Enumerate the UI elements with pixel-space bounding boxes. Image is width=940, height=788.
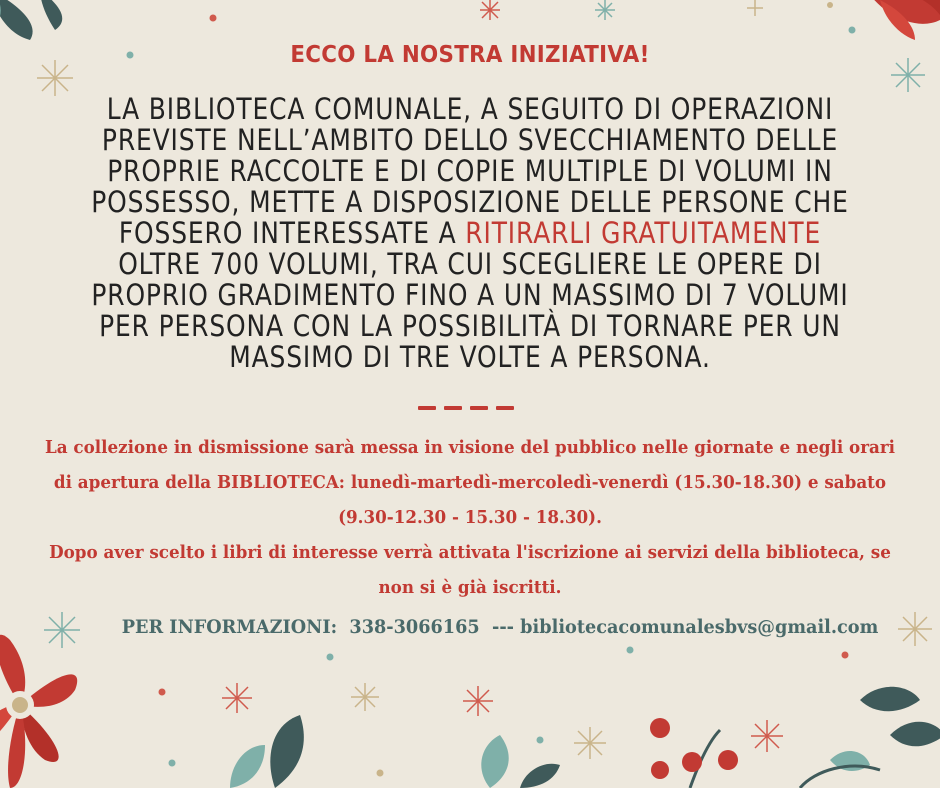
announcement-text <box>83 94 857 373</box>
dot-icon <box>849 27 856 34</box>
announcement-text-start: LA BIBLIOTECA COMUNALE, A SEGUITO DI OPERAZIONI PREVISTE NELL’AMBITO DELLO SVECCHIAMENTO DELLE PROPRIE RACCOLTE E DI COPIE MULTIPLE DI VOLUMI IN POSSESSO, METTE A DISPOSIZIONE DELLE PERSONE CHE FOSSERO INTERESSATE A <box>91 92 849 250</box>
snowflake-icon <box>44 612 80 648</box>
leaf-icon <box>0 0 62 40</box>
dot-icon <box>159 689 166 696</box>
announcement-text-end: OLTRE 700 VOLUMI, TRA CUI SCEGLIERE LE OPERE DI PROPRIO GRADIMENTO FINO A UN MASSIMO DI 7 VOLUMI PER PERSONA CON LA POSSIBILITÀ DI TORNARE PER UN MASSIMO DI TRE VOLTE A PERSONA. <box>91 247 849 374</box>
dot-icon <box>169 760 176 767</box>
leaf-icon <box>230 715 560 788</box>
contact-email[interactable]: bibliotecacomunalesbvs@gmail.com <box>520 616 879 638</box>
contact-label: PER INFORMAZIONI: <box>121 616 338 638</box>
poinsettia-flower-icon <box>0 635 77 788</box>
headline: ECCO LA NOSTRA INIZIATIVA! <box>290 42 650 68</box>
snowflake-icon <box>751 720 783 752</box>
announcement-highlight: RITIRARLI GRATUITAMENTE <box>465 216 822 250</box>
snowflake-icon <box>480 0 500 20</box>
dot-icon <box>537 737 544 744</box>
dash-divider <box>418 406 514 412</box>
dot-icon <box>210 15 217 22</box>
contact-phone[interactable]: 338-3066165 <box>349 616 480 638</box>
snowflake-icon <box>222 683 252 713</box>
dot-icon <box>842 652 849 659</box>
snowflake-icon <box>595 0 615 20</box>
info-section <box>42 430 898 605</box>
snowflake-icon <box>463 686 493 716</box>
contact-line <box>91 616 909 638</box>
snowflake-icon <box>351 683 379 711</box>
berry-branch-icon <box>650 718 738 788</box>
dot-icon <box>327 654 334 661</box>
registration-text: Dopo aver scelto i libri di interesse verrà attivata l'iscrizione ai servizi della biblioteca, se non si è già iscritti. <box>49 542 891 598</box>
dot-icon <box>627 647 634 654</box>
snowflake-icon <box>747 0 763 16</box>
poinsettia-flower-icon <box>870 0 940 40</box>
dot-icon <box>827 2 833 8</box>
dot-icon <box>377 770 384 777</box>
schedule-text: La collezione in dismissione sarà messa in visione del pubblico nelle giornate e negli orari di apertura della BIBLIOTECA: lunedì-martedì-mercoledì-venerdì (15.30-18.30) e sabato (9.30-12.30 - 15.30 - 18.30). <box>44 437 896 528</box>
contact-separator: --- <box>492 616 515 638</box>
leaf-icon <box>800 687 940 788</box>
snowflake-icon <box>574 727 606 759</box>
